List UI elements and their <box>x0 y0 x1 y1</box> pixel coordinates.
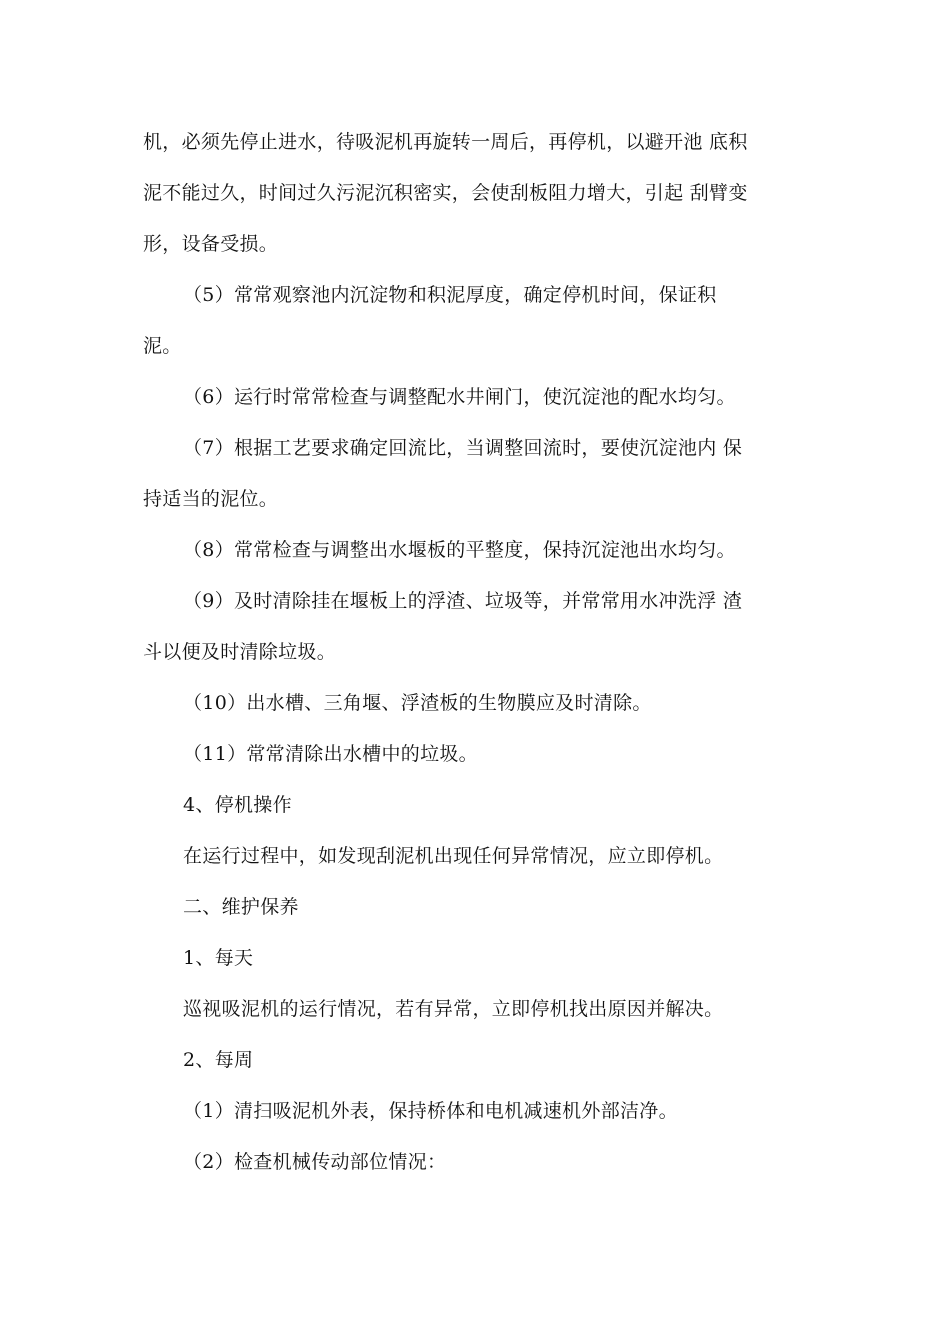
paragraph-item-9: （9）及时清除挂在堰板上的浮渣、垃圾等，并常常用水冲洗浮 渣 <box>183 590 743 612</box>
paragraph: 巡视吸泥机的运行情况，若有异常，立即停机找出原因并解决。 <box>183 998 724 1020</box>
section-heading-daily: 1、每天 <box>183 947 254 969</box>
paragraph: 在运行过程中，如发现刮泥机出现任何异常情况，应立即停机。 <box>183 845 724 867</box>
text-line: 机，必须先停止进水，待吸泥机再旋转一周后，再停机，以避开池 底积 <box>143 131 748 153</box>
paragraph-item-7: （7）根据工艺要求确定回流比，当调整回流时，要使沉淀池内 保 <box>183 437 743 459</box>
text-line: 斗以便及时清除垃圾。 <box>143 641 337 663</box>
section-heading-shutdown: 4、停机操作 <box>183 794 292 816</box>
section-heading-maintenance: 二、维护保养 <box>183 896 299 918</box>
text-line: 泥。 <box>143 335 182 357</box>
section-heading-weekly: 2、每周 <box>183 1049 254 1071</box>
paragraph-item-2: （2）检查机械传动部位情况： <box>183 1151 447 1173</box>
paragraph-item-11: （11）常常清除出水槽中的垃圾。 <box>183 743 478 765</box>
text-line: 形，设备受损。 <box>143 233 279 255</box>
document-body <box>143 125 823 1179</box>
paragraph-item-6: （6）运行时常常检查与调整配水井闸门，使沉淀池的配水均匀。 <box>183 386 736 408</box>
paragraph-item-8: （8）常常检查与调整出水堰板的平整度，保持沉淀池出水均匀。 <box>183 539 736 561</box>
text-line: 持适当的泥位。 <box>143 488 279 510</box>
paragraph-item-5: （5）常常观察池内沉淀物和积泥厚度，确定停机时间，保证积 <box>183 284 717 306</box>
paragraph-item-1: （1）清扫吸泥机外表，保持桥体和电机减速机外部洁净。 <box>183 1100 678 1122</box>
paragraph-item-10: （10）出水槽、三角堰、浮渣板的生物膜应及时清除。 <box>183 692 652 714</box>
text-line: 泥不能过久，时间过久污泥沉积密实，会使刮板阻力增大，引起 刮臂变 <box>143 182 748 204</box>
